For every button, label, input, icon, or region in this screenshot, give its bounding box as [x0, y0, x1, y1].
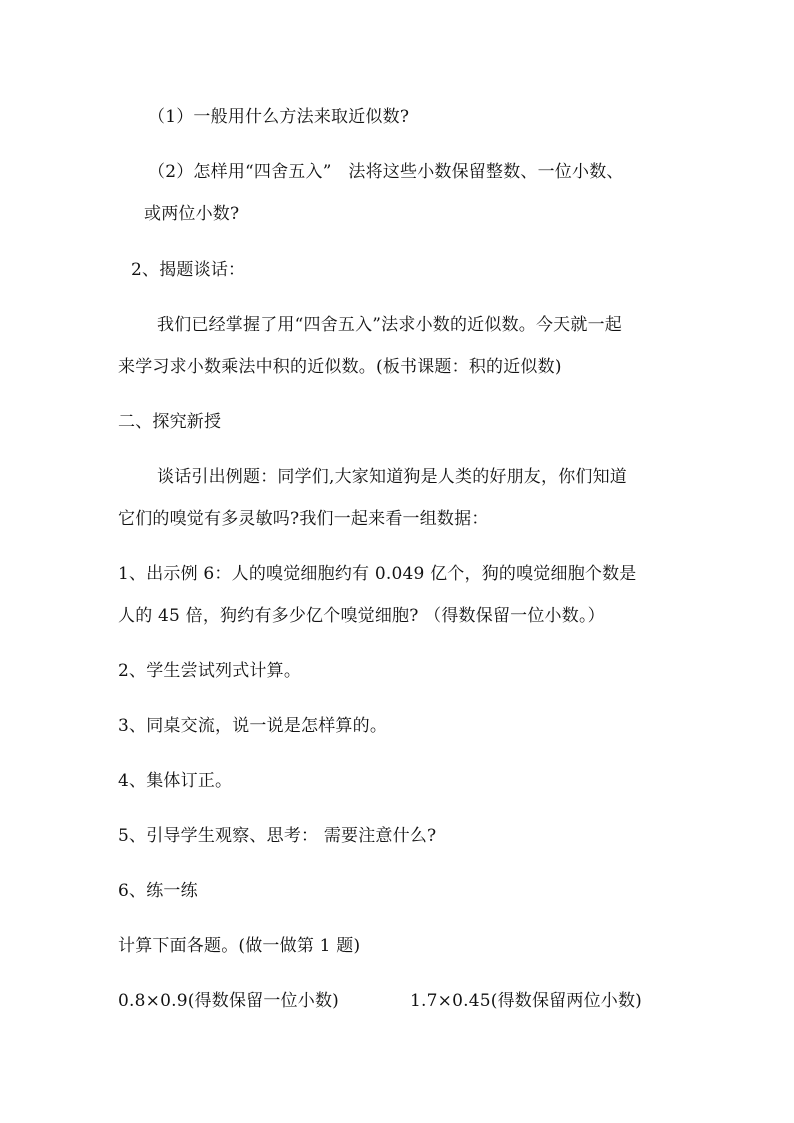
- step-3-text: 3、同桌交流，说一说是怎样算的。: [118, 716, 388, 736]
- step-1-line-1: 1、出示例 6：人的嗅觉细胞约有 0.049 亿个，狗的嗅觉细胞个数是: [118, 564, 637, 584]
- paragraph-intro-line-1: 我们已经掌握了用“四舍五入”法求小数的近似数。今天就一起: [157, 315, 622, 335]
- step-2-text: 2、学生尝试列式计算。: [118, 661, 302, 681]
- paragraph-example-line-2: 它们的嗅觉有多灵敏吗?我们一起来看一组数据：: [118, 509, 489, 529]
- question-2-text: （2）怎样用“四舍五入” 法将这些小数保留整数、一位小数、: [148, 162, 624, 182]
- step-6-text: 6、练一练: [118, 881, 198, 901]
- paragraph-example-line-1: 谈话引出例题：同学们,大家知道狗是人类的好朋友，你们知道: [157, 467, 628, 487]
- section-heading-reveal-topic: 2、揭题谈话：: [131, 260, 246, 280]
- exercise-instruction: 计算下面各题。(做一做第 1 题): [118, 936, 361, 956]
- exercise-item-2: 1.7×0.45(得数保留两位小数): [410, 991, 642, 1011]
- step-4-text: 4、集体订正。: [118, 771, 233, 791]
- exercise-item-1: 0.8×0.9(得数保留一位小数): [118, 991, 339, 1011]
- step-1-line-2: 人的 45 倍，狗约有多少亿个嗅觉细胞? （得数保留一位小数。）: [118, 606, 605, 626]
- step-5-text: 5、引导学生观察、思考： 需要注意什么?: [118, 826, 437, 846]
- paragraph-intro-line-2: 来学习求小数乘法中积的近似数。(板书课题：积的近似数): [118, 357, 562, 377]
- question-2-continuation: 或两位小数?: [144, 204, 240, 224]
- question-1-text: （1）一般用什么方法来取近似数?: [148, 107, 410, 127]
- section-heading-explore: 二、探究新授: [118, 412, 222, 432]
